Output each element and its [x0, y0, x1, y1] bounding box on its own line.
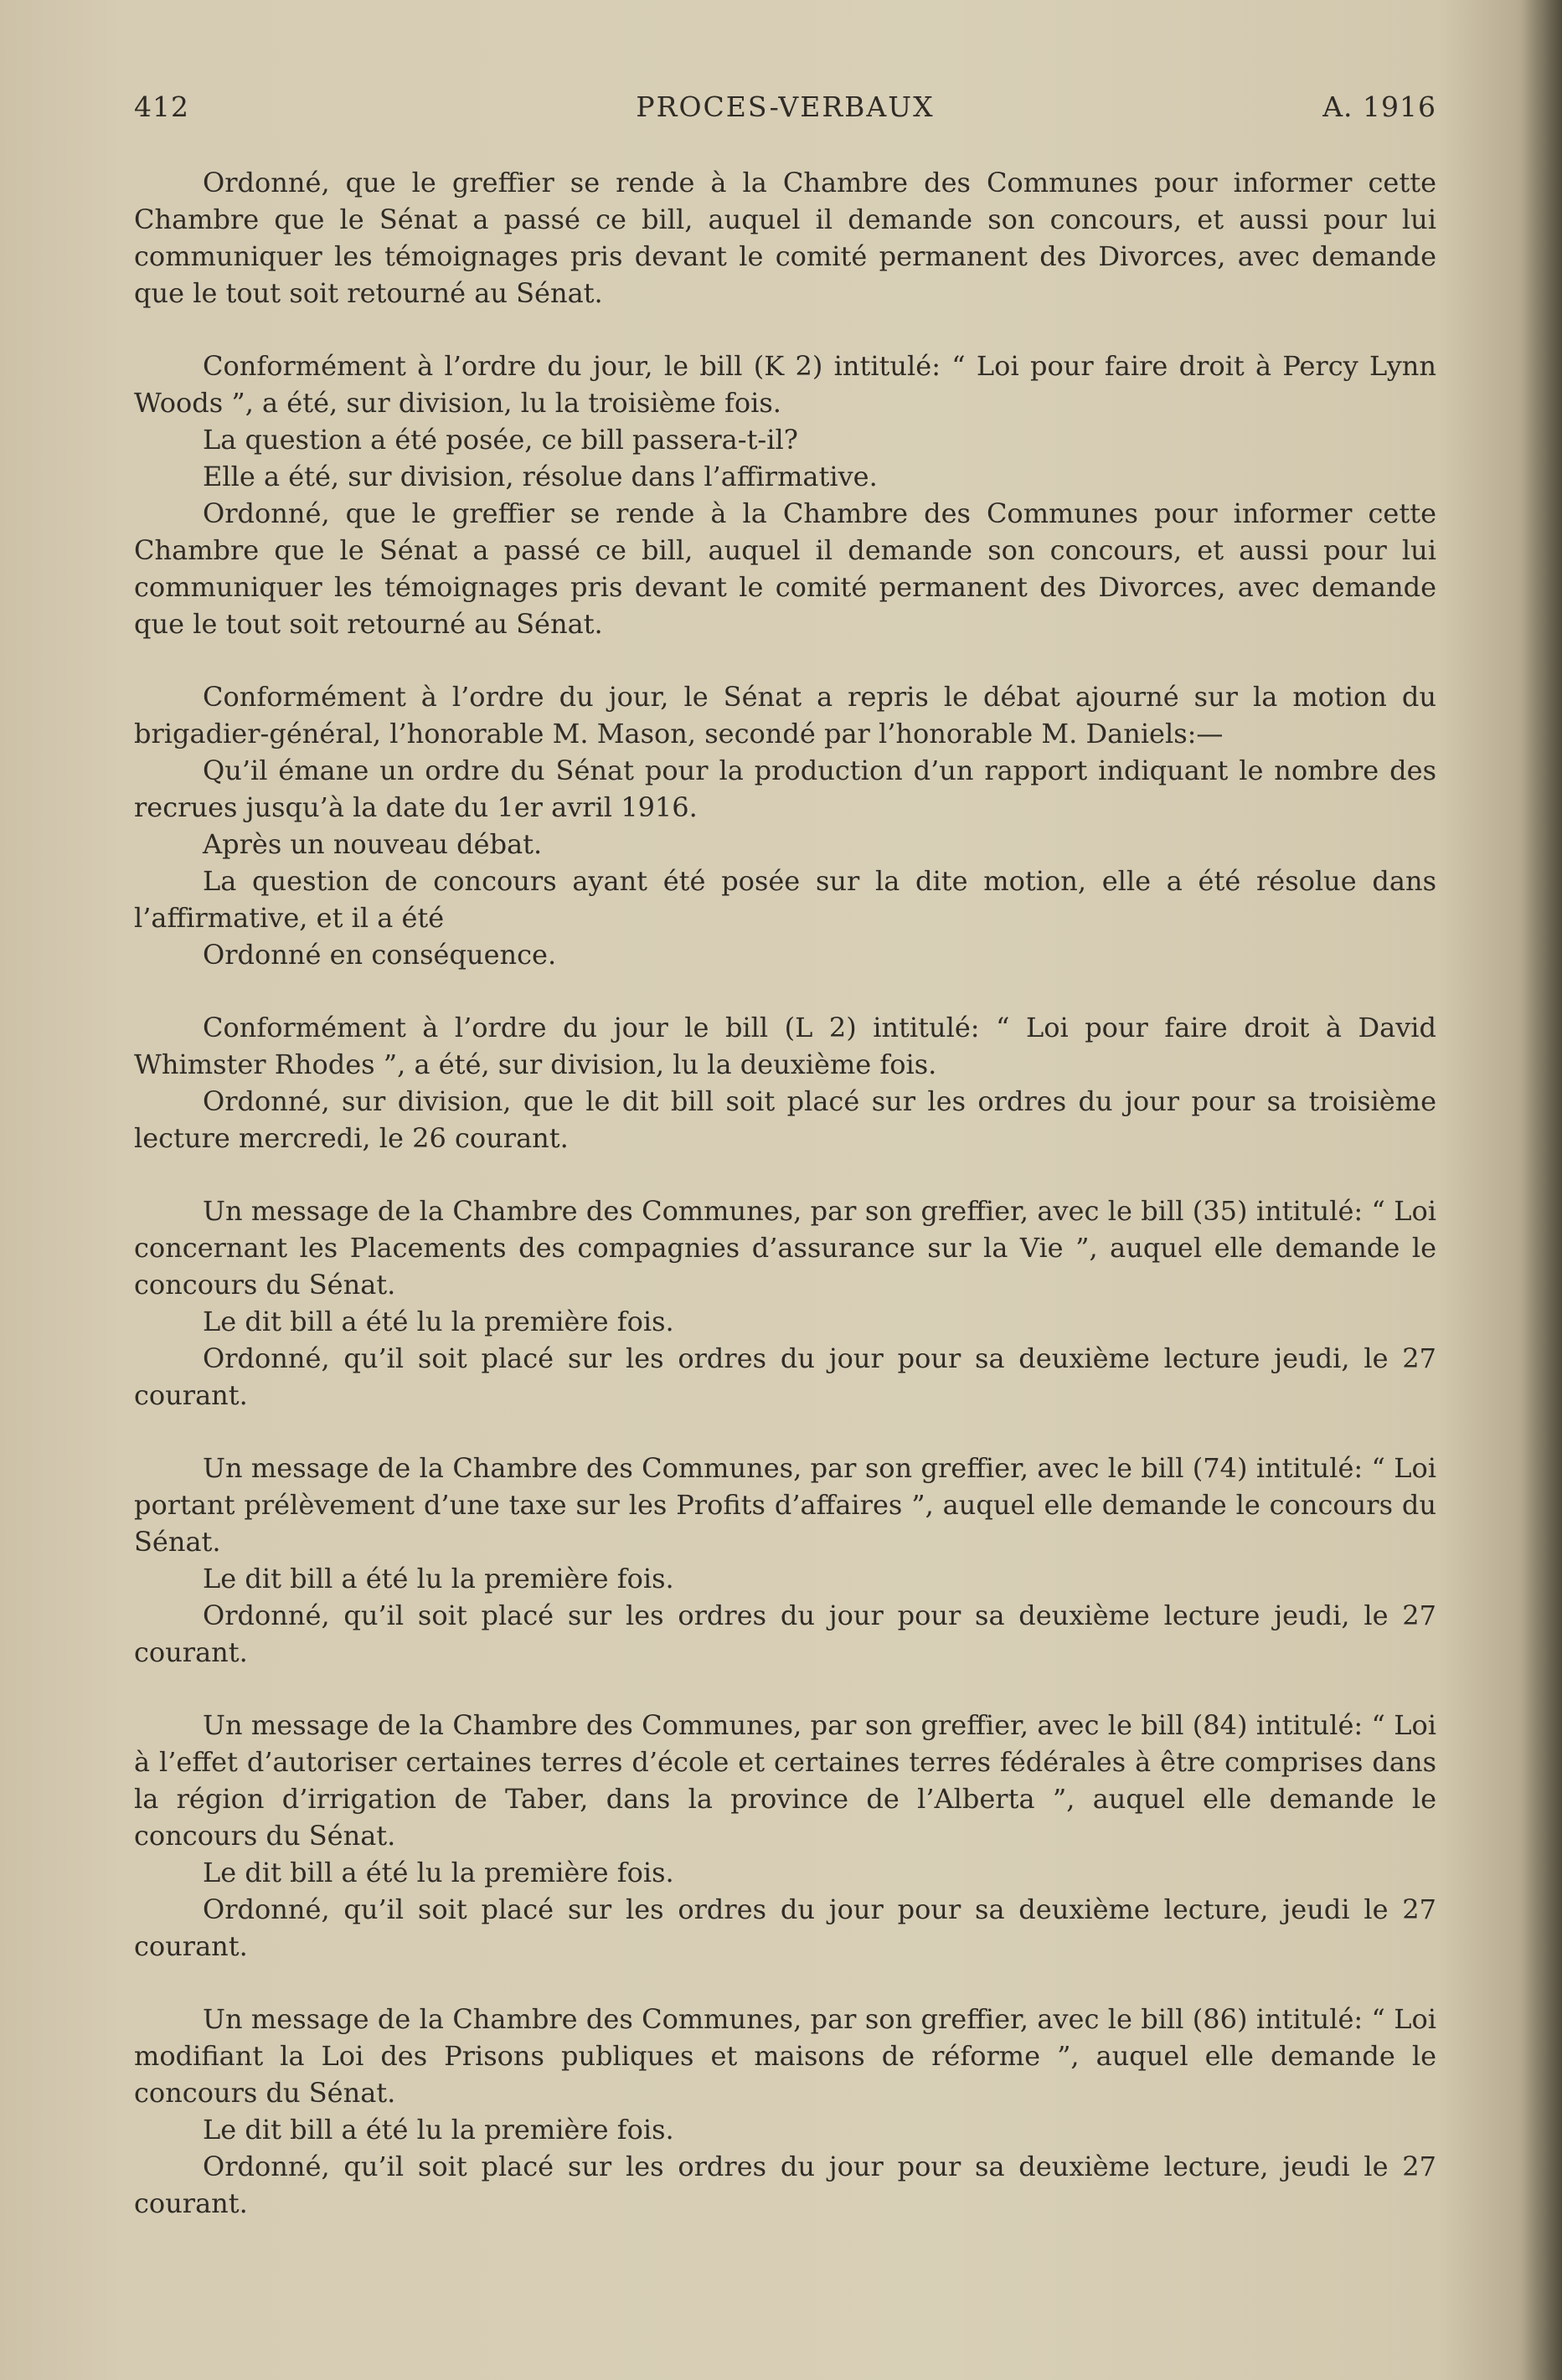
session-year: A. 1916 [1322, 90, 1436, 123]
binding-shadow [1522, 0, 1562, 2380]
paragraph: Le dit bill a été lu la première fois. [203, 1857, 674, 1888]
paragraph: Ordonné, sur division, que le dit bill soit placé sur les ordres du jour pour sa troisième lecture mercredi, le 26 courant. [134, 1085, 1436, 1154]
paragraph: Conformément à l’ordre du jour, le Sénat a repris le débat ajourné sur la motion du brigadier-général, l’honorable M. Mason, secondé par l’honorable M. Daniels:— [134, 681, 1436, 750]
paragraph: Qu’il émane un ordre du Sénat pour la production d’un rapport indiquant le nombre des recrues jusqu’à la date du 1er avril 1916. [134, 755, 1436, 823]
paragraph: Un message de la Chambre des Communes, par son greffier, avec le bill (84) intitulé: “ Loi à l’effet d’autoriser certaines terres d’école et certaines terres fédérales à être comprises dans la région d’irrigation de Taber, dans la province de l’Alberta ”, auquel elle demande le concours du Sénat. [134, 1709, 1436, 1852]
entry-block [134, 1450, 1436, 1671]
page-number: 412 [134, 90, 189, 123]
entry-block [134, 348, 1436, 642]
paragraph: Ordonné en conséquence. [203, 939, 557, 971]
paragraph: Ordonné, qu’il soit placé sur les ordres du jour pour sa deuxième lecture jeudi, le 27 courant. [134, 1342, 1436, 1411]
paragraph: Le dit bill a été lu la première fois. [203, 2114, 674, 2146]
paragraph: Conformément à l’ordre du jour, le bill (K 2) intitulé: “ Loi pour faire droit à Percy Lynn Woods ”, a été, sur division, lu la troisième fois. [134, 350, 1436, 419]
entry-block [134, 678, 1436, 973]
paragraph: Ordonné, qu’il soit placé sur les ordres du jour pour sa deuxième lecture, jeudi le 27 courant. [134, 1893, 1436, 1962]
page-header [134, 90, 1436, 132]
entry-block [134, 2001, 1436, 2222]
paragraph: La question a été posée, ce bill passera-t-il? [203, 424, 798, 456]
paragraph: Elle a été, sur division, résolue dans l’affirmative. [203, 461, 878, 492]
paragraph: Après un nouveau débat. [203, 828, 543, 860]
paragraph: Un message de la Chambre des Communes, par son greffier, avec le bill (74) intitulé: “ Loi portant prélèvement d’une taxe sur les Profits d’affaires ”, auquel elle demande le concours du Sénat. [134, 1452, 1436, 1558]
paragraph: Le dit bill a été lu la première fois. [203, 1563, 674, 1594]
paragraph: Conformément à l’ordre du jour le bill (L 2) intitulé: “ Loi pour faire droit à David Whimster Rhodes ”, a été, sur division, lu la deuxième fois. [134, 1012, 1436, 1080]
paragraph: La question de concours ayant été posée sur la dite motion, elle a été résolue dans l’affirmative, et il a été [134, 865, 1436, 934]
entry-block [134, 1009, 1436, 1157]
paragraph: Ordonné, que le greffier se rende à la Chambre des Communes pour informer cette Chambre que le Sénat a passé ce bill, auquel il demande son concours, et aussi pour lui communiquer les témoignages pris devant le comité permanent des Divorces, avec demande que le tout soit retourné au Sénat. [134, 167, 1436, 309]
paragraph: Ordonné, que le greffier se rende à la Chambre des Communes pour informer cette Chambre que le Sénat a passé ce bill, auquel il demande son concours, et aussi pour lui communiquer les témoignages pris devant le comité permanent des Divorces, avec demande que le tout soit retourné au Sénat. [134, 497, 1436, 640]
running-title: PROCES-VERBAUX [636, 90, 935, 123]
paragraph: Ordonné, qu’il soit placé sur les ordres du jour pour sa deuxième lecture, jeudi le 27 courant. [134, 2151, 1436, 2219]
paragraph: Un message de la Chambre des Communes, par son greffier, avec le bill (86) intitulé: “ Loi modifiant la Loi des Prisons publiques et maisons de réforme ”, auquel elle demande le concours du Sénat. [134, 2003, 1436, 2109]
entry-block [134, 1707, 1436, 1965]
paragraph: Un message de la Chambre des Communes, par son greffier, avec le bill (35) intitulé: “ Loi concernant les Placements des compagnies d’assurance sur la Vie ”, auquel elle demande le concours du Sénat. [134, 1195, 1436, 1301]
entry-block [134, 164, 1436, 312]
paragraph: Ordonné, qu’il soit placé sur les ordres du jour pour sa deuxième lecture jeudi, le 27 courant. [134, 1600, 1436, 1668]
paragraph: Le dit bill a été lu la première fois. [203, 1306, 674, 1337]
minutes-body [134, 164, 1436, 2258]
entry-block [134, 1193, 1436, 1414]
